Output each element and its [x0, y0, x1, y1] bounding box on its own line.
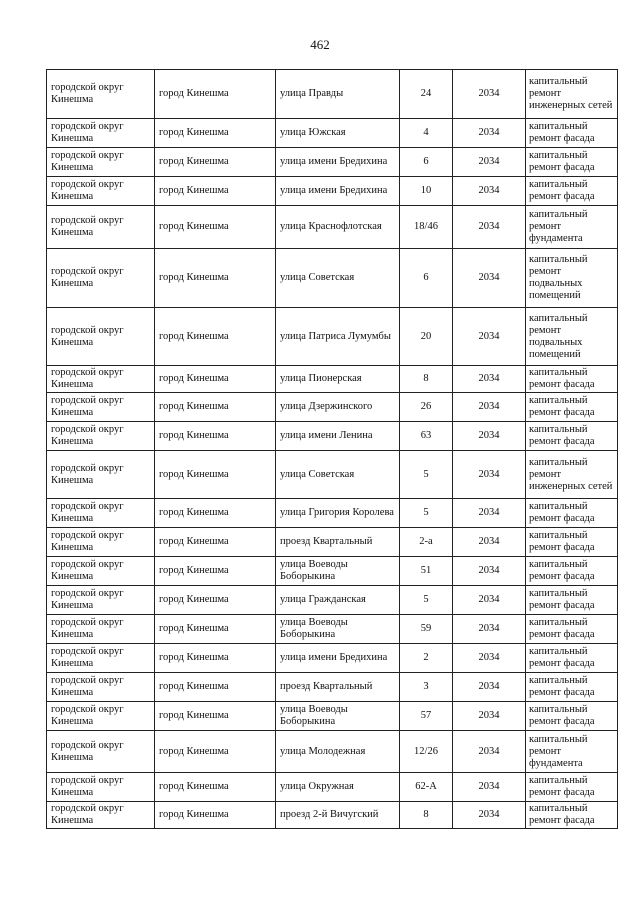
- district-cell: городской округ Кинешма: [47, 528, 155, 557]
- work-type-cell: капитальный ремонт фасада: [526, 615, 618, 644]
- street-cell: проезд 2-й Вичугский: [276, 802, 400, 829]
- year-cell: 2034: [453, 206, 526, 249]
- work-type-cell: капитальный ремонт фасада: [526, 393, 618, 422]
- city-cell: город Кинешма: [155, 615, 276, 644]
- table-row: [47, 528, 618, 557]
- city-cell: город Кинешма: [155, 586, 276, 615]
- street-cell: улица имени Ленина: [276, 422, 400, 451]
- table-row: [47, 673, 618, 702]
- house-number-cell: 62-А: [400, 773, 453, 802]
- table-row: [47, 422, 618, 451]
- table-row: [47, 451, 618, 499]
- street-cell: улица Советская: [276, 451, 400, 499]
- city-cell: город Кинешма: [155, 644, 276, 673]
- work-type-cell: капитальный ремонт фасада: [526, 802, 618, 829]
- district-cell: городской округ Кинешма: [47, 451, 155, 499]
- district-cell: городской округ Кинешма: [47, 702, 155, 731]
- street-cell: улица Воеводы Боборыкина: [276, 702, 400, 731]
- house-number-cell: 18/46: [400, 206, 453, 249]
- street-cell: улица Правды: [276, 70, 400, 119]
- city-cell: город Кинешма: [155, 731, 276, 773]
- table-row: [47, 148, 618, 177]
- district-cell: городской округ Кинешма: [47, 615, 155, 644]
- house-number-cell: 59: [400, 615, 453, 644]
- city-cell: город Кинешма: [155, 148, 276, 177]
- work-type-cell: капитальный ремонт подвальных помещений: [526, 249, 618, 308]
- street-cell: улица Воеводы Боборыкина: [276, 557, 400, 586]
- work-type-cell: капитальный ремонт фасада: [526, 702, 618, 731]
- table-row: [47, 206, 618, 249]
- street-cell: улица Пионерская: [276, 366, 400, 393]
- district-cell: городской округ Кинешма: [47, 70, 155, 119]
- year-cell: 2034: [453, 249, 526, 308]
- year-cell: 2034: [453, 148, 526, 177]
- year-cell: 2034: [453, 773, 526, 802]
- street-cell: улица Советская: [276, 249, 400, 308]
- district-cell: городской округ Кинешма: [47, 773, 155, 802]
- house-number-cell: 20: [400, 308, 453, 366]
- table-row: [47, 586, 618, 615]
- street-cell: улица Воеводы Боборыкина: [276, 615, 400, 644]
- work-type-cell: капитальный ремонт фасада: [526, 177, 618, 206]
- year-cell: 2034: [453, 644, 526, 673]
- house-number-cell: 2-а: [400, 528, 453, 557]
- city-cell: город Кинешма: [155, 177, 276, 206]
- house-number-cell: 6: [400, 249, 453, 308]
- year-cell: 2034: [453, 528, 526, 557]
- street-cell: улица Южская: [276, 119, 400, 148]
- street-cell: улица имени Бредихина: [276, 644, 400, 673]
- year-cell: 2034: [453, 557, 526, 586]
- work-type-cell: капитальный ремонт инженерных сетей: [526, 70, 618, 119]
- house-number-cell: 57: [400, 702, 453, 731]
- house-number-cell: 51: [400, 557, 453, 586]
- table-row: [47, 644, 618, 673]
- table-row: [47, 615, 618, 644]
- district-cell: городской округ Кинешма: [47, 206, 155, 249]
- table-row: [47, 249, 618, 308]
- district-cell: городской округ Кинешма: [47, 177, 155, 206]
- work-type-cell: капитальный ремонт фундамента: [526, 206, 618, 249]
- house-number-cell: 4: [400, 119, 453, 148]
- table-row: [47, 366, 618, 393]
- house-number-cell: 2: [400, 644, 453, 673]
- work-type-cell: капитальный ремонт фасада: [526, 644, 618, 673]
- year-cell: 2034: [453, 615, 526, 644]
- work-type-cell: капитальный ремонт подвальных помещений: [526, 308, 618, 366]
- house-number-cell: 26: [400, 393, 453, 422]
- work-type-cell: капитальный ремонт фасада: [526, 586, 618, 615]
- year-cell: 2034: [453, 70, 526, 119]
- work-type-cell: капитальный ремонт фасада: [526, 119, 618, 148]
- work-type-cell: капитальный ремонт фасада: [526, 499, 618, 528]
- city-cell: город Кинешма: [155, 773, 276, 802]
- street-cell: улица Гражданская: [276, 586, 400, 615]
- table-row: [47, 731, 618, 773]
- year-cell: 2034: [453, 308, 526, 366]
- city-cell: город Кинешма: [155, 422, 276, 451]
- city-cell: город Кинешма: [155, 206, 276, 249]
- table-row: [47, 177, 618, 206]
- work-type-cell: капитальный ремонт фасада: [526, 528, 618, 557]
- street-cell: улица Молодежная: [276, 731, 400, 773]
- year-cell: 2034: [453, 393, 526, 422]
- city-cell: город Кинешма: [155, 70, 276, 119]
- city-cell: город Кинешма: [155, 393, 276, 422]
- table-row: [47, 119, 618, 148]
- year-cell: 2034: [453, 119, 526, 148]
- district-cell: городской округ Кинешма: [47, 802, 155, 829]
- street-cell: улица Григория Королева: [276, 499, 400, 528]
- work-type-cell: капитальный ремонт фасада: [526, 366, 618, 393]
- work-type-cell: капитальный ремонт фасада: [526, 557, 618, 586]
- district-cell: городской округ Кинешма: [47, 673, 155, 702]
- city-cell: город Кинешма: [155, 702, 276, 731]
- district-cell: городской округ Кинешма: [47, 148, 155, 177]
- house-number-cell: 24: [400, 70, 453, 119]
- work-type-cell: капитальный ремонт фасада: [526, 673, 618, 702]
- house-number-cell: 8: [400, 366, 453, 393]
- street-cell: проезд Квартальный: [276, 528, 400, 557]
- table-row: [47, 802, 618, 829]
- house-number-cell: 6: [400, 148, 453, 177]
- city-cell: город Кинешма: [155, 499, 276, 528]
- city-cell: город Кинешма: [155, 673, 276, 702]
- year-cell: 2034: [453, 451, 526, 499]
- table-row: [47, 70, 618, 119]
- repair-schedule-table: [46, 69, 618, 829]
- district-cell: городской округ Кинешма: [47, 308, 155, 366]
- page-number: 462: [310, 37, 330, 52]
- street-cell: улица имени Бредихина: [276, 148, 400, 177]
- district-cell: городской округ Кинешма: [47, 119, 155, 148]
- city-cell: город Кинешма: [155, 249, 276, 308]
- district-cell: городской округ Кинешма: [47, 393, 155, 422]
- table-row: [47, 308, 618, 366]
- street-cell: улица Краснофлотская: [276, 206, 400, 249]
- district-cell: городской округ Кинешма: [47, 499, 155, 528]
- work-type-cell: капитальный ремонт фасада: [526, 422, 618, 451]
- table-row: [47, 393, 618, 422]
- table-row: [47, 702, 618, 731]
- city-cell: город Кинешма: [155, 451, 276, 499]
- table-row: [47, 773, 618, 802]
- house-number-cell: 63: [400, 422, 453, 451]
- year-cell: 2034: [453, 802, 526, 829]
- street-cell: улица Дзержинского: [276, 393, 400, 422]
- work-type-cell: капитальный ремонт инженерных сетей: [526, 451, 618, 499]
- district-cell: городской округ Кинешма: [47, 586, 155, 615]
- street-cell: улица Патриса Лумумбы: [276, 308, 400, 366]
- district-cell: городской округ Кинешма: [47, 422, 155, 451]
- year-cell: 2034: [453, 499, 526, 528]
- year-cell: 2034: [453, 673, 526, 702]
- year-cell: 2034: [453, 586, 526, 615]
- work-type-cell: капитальный ремонт фасада: [526, 148, 618, 177]
- house-number-cell: 5: [400, 586, 453, 615]
- district-cell: городской округ Кинешма: [47, 366, 155, 393]
- house-number-cell: 3: [400, 673, 453, 702]
- year-cell: 2034: [453, 177, 526, 206]
- house-number-cell: 12/26: [400, 731, 453, 773]
- district-cell: городской округ Кинешма: [47, 644, 155, 673]
- house-number-cell: 8: [400, 802, 453, 829]
- street-cell: проезд Квартальный: [276, 673, 400, 702]
- year-cell: 2034: [453, 702, 526, 731]
- work-type-cell: капитальный ремонт фундамента: [526, 731, 618, 773]
- city-cell: город Кинешма: [155, 366, 276, 393]
- work-type-cell: капитальный ремонт фасада: [526, 773, 618, 802]
- district-cell: городской округ Кинешма: [47, 249, 155, 308]
- year-cell: 2034: [453, 731, 526, 773]
- house-number-cell: 5: [400, 499, 453, 528]
- district-cell: городской округ Кинешма: [47, 557, 155, 586]
- house-number-cell: 5: [400, 451, 453, 499]
- city-cell: город Кинешма: [155, 802, 276, 829]
- house-number-cell: 10: [400, 177, 453, 206]
- city-cell: город Кинешма: [155, 528, 276, 557]
- year-cell: 2034: [453, 422, 526, 451]
- street-cell: улица Окружная: [276, 773, 400, 802]
- table-row: [47, 557, 618, 586]
- city-cell: город Кинешма: [155, 557, 276, 586]
- city-cell: город Кинешма: [155, 119, 276, 148]
- street-cell: улица имени Бредихина: [276, 177, 400, 206]
- year-cell: 2034: [453, 366, 526, 393]
- district-cell: городской округ Кинешма: [47, 731, 155, 773]
- table-row: [47, 499, 618, 528]
- city-cell: город Кинешма: [155, 308, 276, 366]
